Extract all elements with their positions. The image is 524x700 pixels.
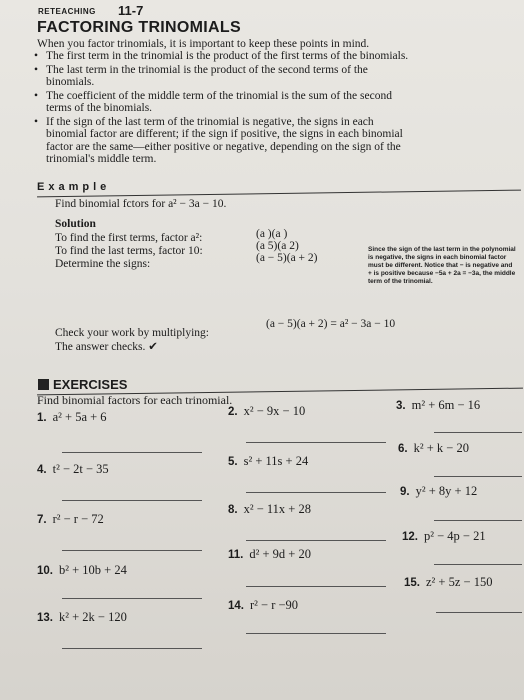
answer-line-4[interactable]	[62, 500, 202, 501]
exercise-expression: x² − 11x + 28	[243, 502, 311, 516]
exercise-expression: k² + 2k − 120	[59, 610, 127, 624]
answer-line-15[interactable]	[436, 612, 522, 613]
intro-bullet: • The coefficient of the middle term of the trinomial is the sum of the second terms of the binomials.	[34, 89, 392, 114]
check-text: Check your work by multiplying:	[55, 327, 209, 339]
exercise-item	[404, 575, 492, 590]
exercise-number: 15.	[404, 577, 420, 589]
exercise-number: 10.	[37, 565, 53, 577]
exercise-expression: z² + 5z − 150	[426, 575, 493, 589]
exercise-item	[228, 598, 298, 613]
exercise-number: 4.	[37, 464, 47, 476]
exercise-number: 2.	[228, 406, 238, 418]
answer-line-10[interactable]	[62, 598, 202, 599]
intro-bullet-text: The first term in the trinomial is the product of the first terms of the binomials.	[46, 50, 409, 62]
intro-lead: When you factor trinomials, it is important to keep these points in mind.	[37, 38, 370, 50]
exercise-expression: x² − 9x − 10	[243, 404, 306, 418]
section-label: RETEACHING	[38, 7, 96, 16]
exercise-number: 14.	[228, 600, 244, 612]
exercise-item	[228, 404, 305, 419]
lesson-number: 11-7	[118, 3, 144, 18]
answer-line-2[interactable]	[246, 442, 386, 443]
exercise-number: 6.	[398, 443, 408, 455]
exercise-item	[37, 512, 104, 527]
exercises-header	[38, 376, 127, 394]
exercise-expression: t² − 2t − 35	[52, 462, 109, 476]
intro-bullet: • The last term in the trinomial is the product of the second terms of the binomials.	[34, 63, 368, 88]
exercise-item	[402, 529, 486, 544]
exercise-item	[37, 462, 109, 477]
exercise-item	[37, 410, 107, 425]
exercise-expression: b² + 10b + 24	[59, 563, 127, 577]
exercise-item	[396, 398, 480, 413]
exercise-item	[228, 547, 311, 562]
answer-line-5[interactable]	[246, 492, 386, 493]
exercise-expression: d² + 9d + 20	[249, 547, 311, 561]
answer-line-8[interactable]	[246, 540, 386, 541]
exercise-item	[398, 441, 469, 456]
intro-bullet-text: The coefficient of the middle term of the trinomial is the sum of the second terms of the binomials.	[46, 89, 392, 114]
exercise-expression: s² + 11s + 24	[243, 454, 309, 468]
intro-bullet: • The first term in the trinomial is the product of the first terms of the binomials.	[34, 50, 409, 62]
answer-line-7[interactable]	[62, 550, 202, 551]
exercise-item	[228, 502, 311, 517]
exercise-expression: a² + 5a + 6	[52, 410, 107, 424]
answer-line-11[interactable]	[246, 586, 386, 587]
answer-checks: The answer checks. ✔	[55, 341, 158, 353]
page-title: FACTORING TRINOMIALS	[37, 19, 241, 36]
exercises-title: EXERCISES	[53, 377, 128, 392]
answer-line-12[interactable]	[434, 564, 522, 565]
answer-line-1[interactable]	[62, 452, 202, 453]
step-work-1: (a )(a )	[256, 228, 288, 240]
exercise-number: 3.	[396, 400, 406, 412]
step-text-3: Determine the signs:	[55, 258, 151, 270]
exercise-number: 7.	[37, 514, 47, 526]
exercise-item	[228, 454, 308, 469]
exercise-item	[37, 563, 127, 578]
answer-line-6[interactable]	[434, 476, 522, 477]
exercise-expression: r² − r −90	[250, 598, 299, 612]
exercise-item	[37, 610, 127, 625]
answer-line-14[interactable]	[246, 633, 386, 634]
exercise-expression: y² + 8y + 12	[415, 484, 478, 498]
exercise-number: 8.	[228, 504, 238, 516]
step-text-2: To find the last terms, factor 10:	[55, 245, 203, 257]
example-label: Example	[37, 181, 111, 193]
intro-bullet-text: If the sign of the last term of the trinomial is negative, the signs in each binomial factor are different; if the sign if positive, the signs in each binomial factor are the same—either positive or negative, depending on the sign of the trinomial's middle term.	[46, 115, 403, 165]
exercise-number: 5.	[228, 456, 238, 468]
exercise-number: 9.	[400, 486, 410, 498]
step-work-2: (a 5)(a 2)	[256, 240, 299, 252]
exercise-expression: r² − r − 72	[52, 512, 104, 526]
answer-line-13[interactable]	[62, 648, 202, 649]
exercise-number: 12.	[402, 531, 418, 543]
intro-bullet-list	[34, 50, 412, 166]
solution-heading: Solution	[55, 218, 96, 230]
exercise-number: 11.	[228, 549, 244, 561]
exercise-expression: k² + k − 20	[413, 441, 469, 455]
answer-line-9[interactable]	[434, 520, 522, 521]
exercise-item	[400, 484, 477, 499]
example-note: Since the sign of the last term in the polynomial is negative, the signs in each binomial factor must be different. Notice that − is negative and + is positive because −5a + 2a = −3a, the middle term of the trinomial.	[368, 246, 516, 285]
exercise-number: 13.	[37, 612, 53, 624]
step-text-1: To find the first terms, factor a²:	[55, 232, 203, 244]
intro-bullet-text: The last term in the trinomial is the product of the second terms of the binomials.	[46, 63, 368, 88]
example-prompt: Find binomial fctors for a² − 3a − 10.	[55, 198, 227, 210]
exercise-number: 1.	[37, 412, 47, 424]
exercises-instruction: Find binomial factors for each trinomial.	[37, 393, 233, 407]
check-work: (a − 5)(a + 2) = a² − 3a − 10	[266, 318, 396, 330]
step-work-3: (a − 5)(a + 2)	[256, 252, 318, 264]
answer-line-3[interactable]	[434, 432, 522, 433]
exercise-expression: m² + 6m − 16	[411, 398, 481, 412]
pencil-icon	[38, 379, 49, 390]
intro-bullet: • If the sign of the last term of the trinomial is negative, the signs in each binomial factor are different; if the sign if positive, the signs in each binomial factor are the same—either positive or negative, depending on the sign of the trinomial's middle term.	[34, 115, 403, 165]
exercise-expression: p² − 4p − 21	[424, 529, 486, 543]
